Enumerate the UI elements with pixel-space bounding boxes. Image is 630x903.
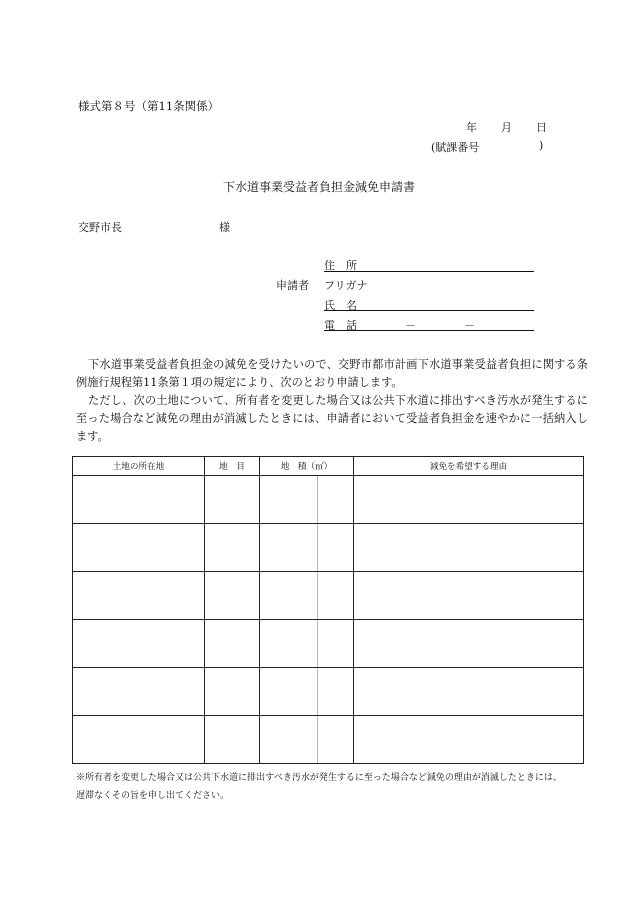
cell-location[interactable] bbox=[73, 668, 205, 716]
footnote-line-2: 遅滞なくその旨を申し出てください。 bbox=[76, 791, 230, 801]
cell-land-area[interactable] bbox=[260, 524, 354, 572]
form-number: 様式第８号（第11条関係） bbox=[78, 99, 220, 113]
cell-land-area-value bbox=[260, 668, 353, 715]
furigana-label: フリガナ bbox=[324, 279, 368, 292]
tax-number-label: (賦課番号 bbox=[431, 141, 480, 154]
table-row bbox=[73, 524, 584, 572]
cell-land-area[interactable] bbox=[260, 716, 354, 764]
date-year-label: 年 bbox=[466, 121, 477, 134]
phone-separator-2: － bbox=[464, 319, 475, 332]
table-row bbox=[73, 572, 584, 620]
cell-land-area-value bbox=[260, 620, 353, 667]
address-label: 住 所 bbox=[324, 259, 357, 272]
cell-land-area-value bbox=[260, 476, 353, 523]
name-field[interactable] bbox=[324, 310, 534, 311]
cell-exemption-reason[interactable] bbox=[354, 716, 584, 764]
cell-location[interactable] bbox=[73, 620, 205, 668]
body-paragraph-1: 下水道事業受益者負担金の減免を受けたいので、交野市都市計画下水道事業受益者負担に関する条例施行規程第11条第１項の規定により、次のとおり申請します。 bbox=[76, 358, 588, 389]
cell-land-category[interactable] bbox=[205, 476, 260, 524]
table-header-row bbox=[73, 457, 584, 476]
cell-land-area[interactable] bbox=[260, 668, 354, 716]
body-paragraph-2: ただし、次の土地について、所有者を変更した場合又は公共下水道に排出すべき汚水が発生するに至った場合など減免の理由が消滅したときには、申請者において受益者負担金を速やかに一括納入します。 bbox=[76, 394, 588, 443]
header-land-category: 地 目 bbox=[205, 457, 260, 476]
phone-field[interactable] bbox=[324, 330, 534, 331]
cell-land-area[interactable] bbox=[260, 620, 354, 668]
land-table bbox=[72, 456, 584, 764]
cell-land-area-value bbox=[260, 524, 353, 571]
cell-location[interactable] bbox=[73, 572, 205, 620]
table-row bbox=[73, 668, 584, 716]
header-land-area: 地 積（㎡） bbox=[260, 457, 354, 476]
body-text bbox=[76, 356, 588, 446]
applicant-label: 申請者 bbox=[276, 279, 309, 292]
date-day-label: 日 bbox=[536, 121, 547, 134]
cell-land-area-value bbox=[260, 716, 353, 763]
cell-exemption-reason[interactable] bbox=[354, 668, 584, 716]
table-row bbox=[73, 476, 584, 524]
footnote-line-1: ※所有者を変更した場合又は公共下水道に排出すべき汚水が発生するに至った場合など減免の理由が消滅したときには、 bbox=[76, 773, 562, 783]
name-label: 氏 名 bbox=[324, 299, 357, 312]
header-location: 土地の所在地 bbox=[73, 457, 205, 476]
cell-exemption-reason[interactable] bbox=[354, 476, 584, 524]
cell-location[interactable] bbox=[73, 476, 205, 524]
cell-land-category[interactable] bbox=[205, 524, 260, 572]
cell-land-category[interactable] bbox=[205, 668, 260, 716]
table-row bbox=[73, 716, 584, 764]
date-month-label: 月 bbox=[501, 121, 512, 134]
cell-land-category[interactable] bbox=[205, 620, 260, 668]
cell-land-category[interactable] bbox=[205, 572, 260, 620]
phone-separator-1: － bbox=[405, 319, 416, 332]
table-row bbox=[73, 620, 584, 668]
cell-land-area[interactable] bbox=[260, 572, 354, 620]
cell-exemption-reason[interactable] bbox=[354, 524, 584, 572]
cell-land-category[interactable] bbox=[205, 716, 260, 764]
addressee-name: 交野市長 bbox=[78, 221, 122, 234]
cell-location[interactable] bbox=[73, 716, 205, 764]
cell-exemption-reason[interactable] bbox=[354, 572, 584, 620]
addressee-honorific: 様 bbox=[219, 221, 230, 234]
header-exemption-reason: 減免を希望する理由 bbox=[354, 457, 584, 476]
tax-number-close: ) bbox=[539, 139, 544, 152]
cell-land-area-value bbox=[260, 572, 353, 619]
address-field[interactable] bbox=[324, 271, 534, 272]
page-title: 下水道事業受益者負担金減免申請書 bbox=[223, 180, 416, 194]
cell-land-area[interactable] bbox=[260, 476, 354, 524]
cell-location[interactable] bbox=[73, 524, 205, 572]
cell-exemption-reason[interactable] bbox=[354, 620, 584, 668]
phone-label: 電 話 bbox=[324, 319, 357, 332]
